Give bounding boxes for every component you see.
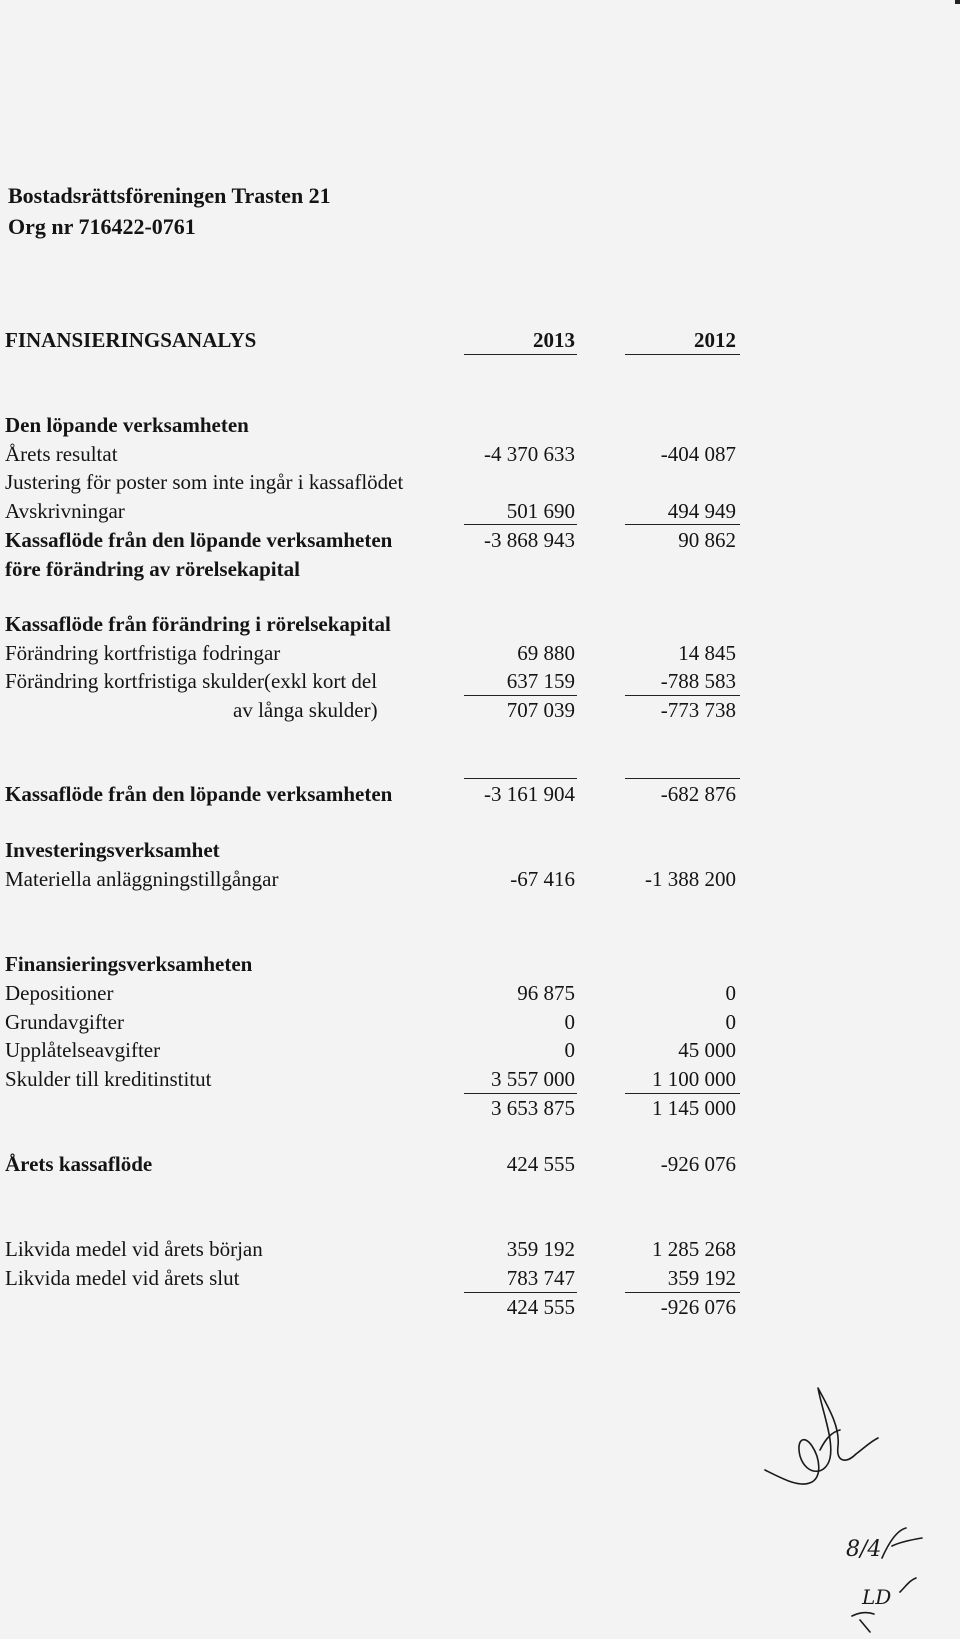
handwritten-signatures xyxy=(760,1380,940,1635)
column-header-2013: 2013 xyxy=(533,328,575,352)
org-number: Org nr 716422-0761 xyxy=(8,214,196,239)
section-heading-finansiering: Finansieringsverksamheten xyxy=(5,952,253,976)
rule-total-2013 xyxy=(464,778,577,779)
row-fore-forandring: före förändring av rörelsekapital xyxy=(5,557,300,581)
row-langa-skulder: av långa skulder) 707 039 -773 738 xyxy=(233,698,736,722)
row-materiella: Materiella anläggningstillgångar -67 416 -1 388 200 xyxy=(5,867,736,891)
rule-avskrivningar-2013 xyxy=(464,524,577,525)
row-lopande-total: Kassaflöde från den löpande verksamheten -3 161 904 -682 876 xyxy=(5,782,736,806)
org-name: Bostadsrättsföreningen Trasten 21 xyxy=(8,183,331,208)
row-kassaflode-fore: Kassaflöde från den löpande verksamheten -3 868 943 90 862 xyxy=(5,528,736,552)
row-avskrivningar: Avskrivningar 501 690 494 949 xyxy=(5,499,736,523)
row-skulder-kreditinstitut: Skulder till kreditinstitut 3 557 000 1 100 000 xyxy=(5,1067,736,1091)
rule-header-2012 xyxy=(625,354,740,355)
rule-avskrivningar-2012 xyxy=(625,524,740,525)
section-heading-investering: Investeringsverksamhet xyxy=(5,838,220,862)
row-grundavgifter: Grundavgifter 0 0 xyxy=(5,1010,736,1034)
row-arets-resultat: Årets resultat -4 370 633 -404 087 xyxy=(5,442,736,466)
row-justering: Justering för poster som inte ingår i kassaflödet xyxy=(5,470,404,494)
initials-1: 8/4 xyxy=(846,1537,882,1562)
initials-1-flourish xyxy=(882,1528,922,1558)
section-heading-rorelsekapital: Kassaflöde från förändring i rörelsekapital xyxy=(5,612,391,636)
section-heading-lopande: Den löpande verksamheten xyxy=(5,413,249,437)
signature-1 xyxy=(765,1388,878,1484)
row-depositioner: Depositioner 96 875 0 xyxy=(5,981,736,1005)
row-arets-kassaflode: Årets kassaflöde 424 555 -926 076 xyxy=(5,1152,736,1176)
row-likvida-slut: Likvida medel vid årets slut 783 747 359 192 xyxy=(5,1266,736,1290)
corner-mark xyxy=(955,0,960,4)
initials-2: LD xyxy=(862,1585,892,1609)
row-likvida-total: 424 555 -926 076 xyxy=(506,1295,736,1319)
report-title: FINANSIERINGSANALYS xyxy=(5,328,257,352)
row-fodringar: Förändring kortfristiga fodringar 69 880 14 845 xyxy=(5,641,736,665)
row-upplatelseavgifter: Upplåtelseavgifter 0 45 000 xyxy=(5,1038,736,1062)
rule-header-2013 xyxy=(464,354,577,355)
row-finansiering-subtotal: 3 653 875 1 145 000 xyxy=(491,1096,736,1120)
row-likvida-borjan: Likvida medel vid årets början 359 192 1 285 268 xyxy=(5,1237,736,1261)
rule-total-2012 xyxy=(625,778,740,779)
column-header-2012: 2012 xyxy=(694,328,736,352)
report-header-row xyxy=(0,326,960,354)
row-skulder: Förändring kortfristiga skulder(exkl kort del 637 159 -788 583 xyxy=(5,669,736,693)
